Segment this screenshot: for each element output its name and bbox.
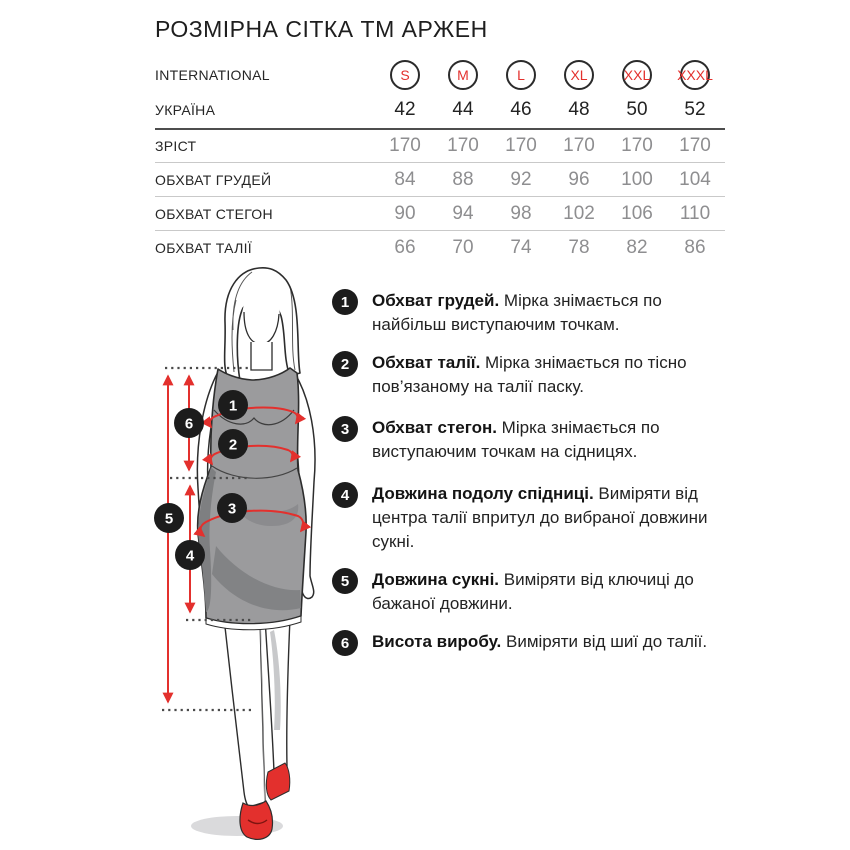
instruction-number-badge: 5 <box>332 568 358 594</box>
cell-value: 106 <box>621 202 653 224</box>
instruction-title: Обхват стегон. <box>372 418 497 437</box>
row-label: ОБХВАТ СТЕГОН <box>155 205 273 222</box>
instruction-title: Довжина сукні. <box>372 570 500 589</box>
cell-value: 74 <box>510 236 532 258</box>
instruction-item-6 <box>332 630 725 656</box>
size-badge-m <box>434 60 492 90</box>
svg-text:1: 1 <box>228 397 238 415</box>
table-row-international <box>155 58 725 92</box>
size-badge-xxl <box>608 60 666 90</box>
cell-value: 170 <box>679 135 711 156</box>
instruction-body: Виміряти від центра талії впритул до вибраної довжини сукні. <box>372 484 708 551</box>
international-label: INTERNATIONAL <box>155 67 270 83</box>
instruction-body: Виміряти від ключиці до бажаної довжини. <box>372 570 694 613</box>
size-circle: M <box>448 60 478 90</box>
instruction-text <box>372 482 722 554</box>
instruction-number-badge: 6 <box>332 630 358 656</box>
ukraine-size: 48 <box>568 99 590 120</box>
size-circle: L <box>506 60 536 90</box>
cell-value: 92 <box>510 168 532 190</box>
instruction-number-badge: 1 <box>332 289 358 315</box>
cell-value: 110 <box>679 202 711 224</box>
instruction-number-badge: 2 <box>332 351 358 377</box>
figure-badge-2 <box>218 429 248 459</box>
instruction-item-3 <box>332 416 725 464</box>
cell-value: 90 <box>394 202 416 224</box>
instruction-text <box>372 351 722 399</box>
size-circle: XL <box>564 60 594 90</box>
table-row-waist <box>155 230 725 264</box>
size-badge-l <box>492 60 550 90</box>
cell-value: 170 <box>621 135 653 156</box>
cell-value: 96 <box>568 168 590 190</box>
back-shoe <box>266 763 289 800</box>
cell-value: 98 <box>510 202 532 224</box>
cell-value: 88 <box>452 168 474 190</box>
instruction-item-5 <box>332 568 725 616</box>
instruction-body: Мірка знімається по виступаючим точкам на сідницях. <box>372 418 660 461</box>
size-badge-xxxl <box>666 60 724 90</box>
woman-figure-illustration <box>140 260 340 850</box>
instruction-number-badge: 4 <box>332 482 358 508</box>
instruction-item-1 <box>332 289 725 337</box>
cell-value: 86 <box>684 236 706 258</box>
row-label: ОБХВАТ ГРУДЕЙ <box>155 171 272 188</box>
svg-text:5: 5 <box>164 510 174 528</box>
figure-badge-1 <box>218 390 248 420</box>
measurement-figure <box>140 260 340 850</box>
ukraine-size: 44 <box>452 99 474 120</box>
cell-value: 78 <box>568 236 590 258</box>
cell-value: 70 <box>452 236 474 258</box>
instruction-item-2 <box>332 351 725 399</box>
instruction-number-badge: 3 <box>332 416 358 442</box>
table-row-chest <box>155 162 725 196</box>
figure-badge-4 <box>175 540 205 570</box>
instruction-title: Довжина подолу спідниці. <box>372 484 594 503</box>
size-circle: S <box>390 60 420 90</box>
table-row-ukraine <box>155 92 725 128</box>
instruction-text <box>372 568 722 616</box>
table-row-hips <box>155 196 725 230</box>
size-circle: XXXL <box>680 60 710 90</box>
instruction-title: Висота виробу. <box>372 632 502 651</box>
cell-value: 66 <box>394 236 416 258</box>
front-shoe <box>240 801 273 839</box>
cell-value: 94 <box>452 202 474 224</box>
figure-badge-5 <box>154 503 184 533</box>
instruction-text <box>372 416 722 464</box>
page-title: РОЗМІРНА СІТКА ТМ АРЖЕН <box>155 16 488 42</box>
cell-value: 100 <box>621 168 653 190</box>
instruction-body: Мірка знімається по найбільш виступаючим точкам. <box>372 291 662 334</box>
instruction-body: Виміряти від шиї до талії. <box>501 632 708 651</box>
instruction-title: Обхват грудей. <box>372 291 500 310</box>
size-badge-xl <box>550 60 608 90</box>
svg-text:3: 3 <box>227 500 237 518</box>
size-circle: XXL <box>622 60 652 90</box>
ukraine-size: 50 <box>626 99 648 120</box>
instruction-body: Мірка знімається по тісно пов’язаному на талії паску. <box>372 353 687 396</box>
cell-value: 170 <box>505 135 537 156</box>
ukraine-label: УКРАЇНА <box>155 102 216 118</box>
instruction-title: Обхват талії. <box>372 353 481 372</box>
svg-text:2: 2 <box>228 436 238 454</box>
figure-badge-3 <box>217 493 247 523</box>
cell-value: 170 <box>563 135 595 156</box>
ukraine-size: 52 <box>684 99 706 120</box>
cell-value: 170 <box>389 135 421 156</box>
instruction-text <box>372 289 722 337</box>
cell-value: 170 <box>447 135 479 156</box>
instruction-text <box>372 630 722 656</box>
cell-value: 84 <box>394 168 416 190</box>
table-row-height <box>155 128 725 162</box>
face <box>242 290 280 344</box>
instruction-item-4 <box>332 482 725 554</box>
row-label: ЗРІСТ <box>155 138 197 154</box>
size-table <box>155 58 725 264</box>
left-leg <box>224 618 265 807</box>
neck <box>251 342 272 370</box>
size-badge-s <box>376 60 434 90</box>
ukraine-size: 42 <box>394 99 416 120</box>
svg-text:4: 4 <box>185 547 195 565</box>
ukraine-size: 46 <box>510 99 532 120</box>
cell-value: 104 <box>679 168 711 190</box>
figure-badge-6 <box>174 408 204 438</box>
row-label: ОБХВАТ ТАЛІЇ <box>155 239 252 256</box>
cell-value: 102 <box>563 202 595 224</box>
cell-value: 82 <box>626 236 648 258</box>
svg-text:6: 6 <box>184 415 194 433</box>
